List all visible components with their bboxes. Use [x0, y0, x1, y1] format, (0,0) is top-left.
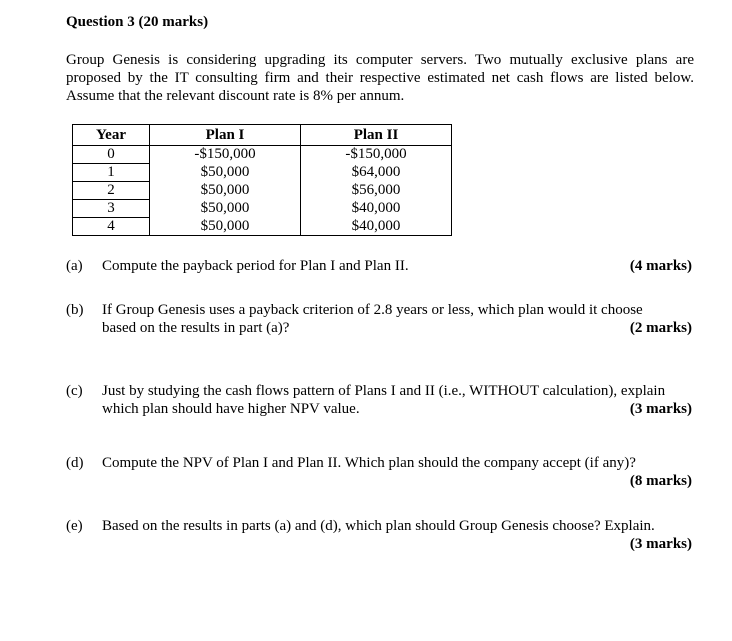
- cell-plan-1: $50,000: [150, 218, 301, 236]
- intro-line: proposed by the IT consulting firm and their respective estimated net cash flows are listed below.: [66, 70, 694, 86]
- part-text: Compute the payback period for Plan I and Plan II.: [102, 258, 409, 274]
- cell-plan-2: $40,000: [301, 200, 452, 218]
- header-plan-1: Plan I: [150, 125, 301, 146]
- cell-year: 0: [73, 146, 150, 164]
- cell-year: 3: [73, 200, 150, 218]
- header-year: Year: [73, 125, 150, 146]
- part-label: (a): [66, 258, 83, 274]
- part-marks: (3 marks): [629, 401, 692, 417]
- part-label: (c): [66, 383, 83, 399]
- part-marks: (8 marks): [629, 473, 692, 489]
- question-intro: [66, 51, 694, 105]
- cell-plan-2: $56,000: [301, 182, 452, 200]
- part-e: [66, 517, 692, 552]
- cell-plan-2: $64,000: [301, 164, 452, 182]
- part-text: If Group Genesis uses a payback criterion of 2.8 years or less, which plan would it choose: [102, 302, 643, 318]
- part-marks: (4 marks): [629, 258, 692, 274]
- part-marks: (3 marks): [629, 536, 692, 552]
- intro-line: Assume that the relevant discount rate is 8% per annum.: [66, 88, 405, 104]
- table-row: [73, 200, 452, 218]
- table-row: [73, 146, 452, 164]
- table-row: [73, 182, 452, 200]
- cash-flow-table: [72, 124, 452, 236]
- part-marks: (2 marks): [629, 320, 692, 336]
- question-title: Question 3 (20 marks): [66, 14, 209, 30]
- cell-plan-1: $50,000: [150, 164, 301, 182]
- part-c: [66, 382, 692, 418]
- cell-year: 4: [73, 218, 150, 236]
- cell-year: 1: [73, 164, 150, 182]
- part-d: [66, 454, 692, 489]
- intro-line: Group Genesis is considering upgrading its computer servers. Two mutually exclusive plans are: [66, 52, 694, 68]
- table-header-row: [73, 125, 452, 146]
- table-row: [73, 164, 452, 182]
- part-label: (d): [66, 455, 84, 471]
- cell-plan-2: $40,000: [301, 218, 452, 236]
- cell-year: 2: [73, 182, 150, 200]
- part-text: based on the results in part (a)?: [102, 320, 290, 336]
- part-text: Just by studying the cash flows pattern of Plans I and II (i.e., WITHOUT calculation), explain: [102, 383, 666, 399]
- part-label: (e): [66, 518, 83, 534]
- part-a: [66, 257, 692, 275]
- header-plan-2: Plan II: [301, 125, 452, 146]
- part-text: Based on the results in parts (a) and (d), which plan should Group Genesis choose? Explain.: [102, 518, 655, 534]
- part-text: Compute the NPV of Plan I and Plan II. Which plan should the company accept (if any)?: [102, 455, 636, 471]
- table-row: [73, 218, 452, 236]
- part-text: which plan should have higher NPV value.: [102, 401, 360, 417]
- cell-plan-1: $50,000: [150, 182, 301, 200]
- cell-plan-1: -$150,000: [150, 146, 301, 164]
- part-b: [66, 301, 692, 337]
- cell-plan-1: $50,000: [150, 200, 301, 218]
- part-label: (b): [66, 302, 84, 318]
- cell-plan-2: -$150,000: [301, 146, 452, 164]
